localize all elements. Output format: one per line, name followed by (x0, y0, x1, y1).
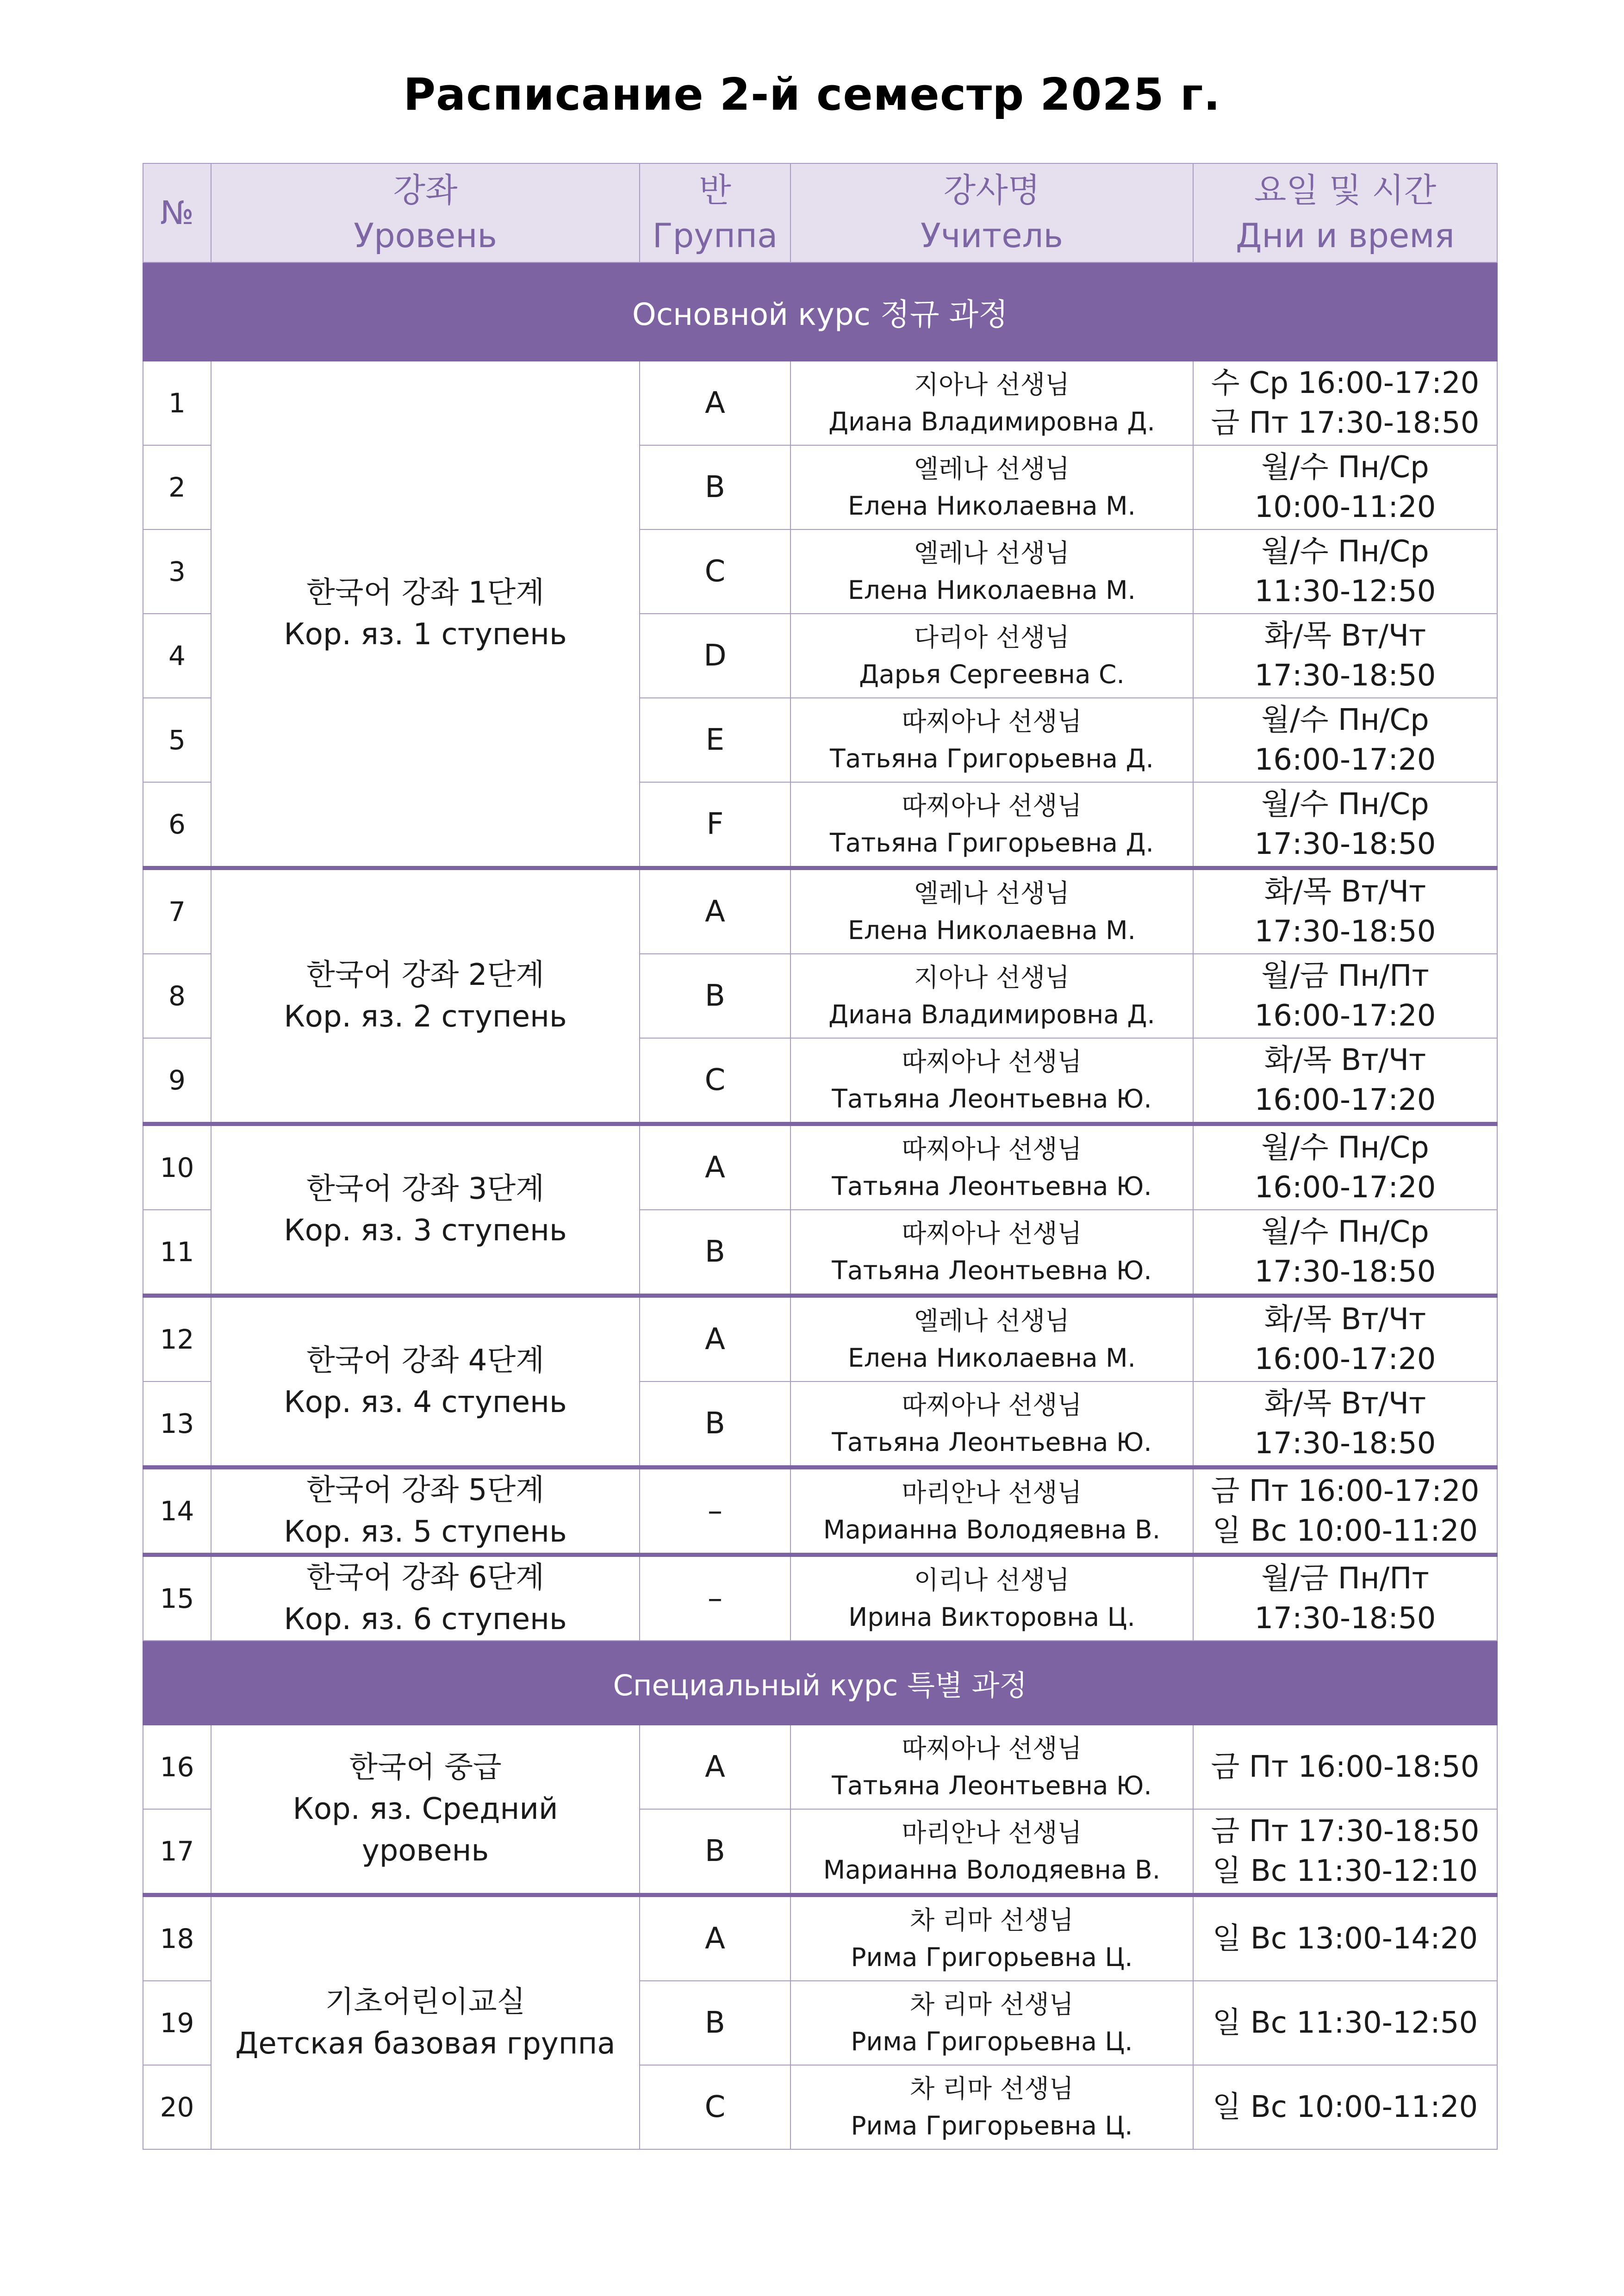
time-line-1: 금 Пт 16:00-18:50 (1211, 1750, 1480, 1784)
header-level-ko: 강좌 (393, 171, 458, 210)
teacher-ru: Татьяна Леонтьевна Ю. (832, 1171, 1152, 1201)
teacher-ru: Диана Владимировна Д. (828, 1000, 1155, 1029)
time-line-1: 월/수 Пн/Ср (1261, 703, 1429, 737)
group-cell: A (640, 1725, 790, 1809)
group-cell: A (640, 1895, 790, 1981)
teacher-ru: Татьяна Леонтьевна Ю. (832, 1256, 1152, 1285)
row-number: 2 (143, 445, 211, 529)
level-ko: 한국어 중급 (349, 1750, 502, 1785)
time-cell (1193, 1296, 1497, 1382)
header-number: № (143, 163, 211, 262)
time-line-1: 일 Вс 10:00-11:20 (1212, 2090, 1478, 2124)
header-level (211, 163, 640, 262)
time-cell (1193, 1555, 1497, 1641)
time-cell (1193, 868, 1497, 954)
level-ru: Кор. яз. 5 ступень (284, 1515, 567, 1549)
teacher-ru: Татьяна Леонтьевна Ю. (832, 1427, 1152, 1457)
teacher-ru: Татьяна Леонтьевна Ю. (832, 1771, 1152, 1800)
time-cell (1193, 1381, 1497, 1468)
teacher-ko: 따찌아나 선생님 (902, 707, 1082, 736)
level-cell (211, 361, 640, 868)
time-line-2: 16:00-17:20 (1254, 999, 1436, 1033)
level-cell (211, 1555, 640, 1641)
time-line-1: 월/수 Пн/Ср (1261, 1215, 1429, 1249)
teacher-cell (790, 1381, 1193, 1468)
teacher-ru: Татьяна Леонтьевна Ю. (832, 1084, 1152, 1114)
time-line-2: 16:00-17:20 (1254, 1083, 1436, 1117)
teacher-ko: 따찌아나 선생님 (902, 1134, 1082, 1164)
time-line-2: 16:00-17:20 (1254, 1342, 1436, 1376)
teacher-ko: 차 리마 선생님 (910, 2074, 1074, 2103)
time-cell (1193, 1895, 1497, 1981)
time-line-2: 일 Вс 11:30-12:10 (1212, 1854, 1478, 1888)
group-cell: – (640, 1468, 790, 1555)
table-row (143, 1296, 1497, 1382)
time-line-1: 월/금 Пн/Пт (1261, 959, 1429, 993)
time-line-1: 월/수 Пн/Ср (1261, 787, 1429, 821)
group-cell: E (640, 698, 790, 782)
table-header-row (143, 163, 1497, 262)
group-cell: D (640, 614, 790, 698)
header-time (1193, 163, 1497, 262)
time-line-2: 17:30-18:50 (1254, 827, 1436, 861)
level-ko: 한국어 강좌 1단계 (306, 576, 545, 610)
teacher-cell (790, 1725, 1193, 1809)
teacher-cell (790, 698, 1193, 782)
header-level-ru: Уровень (354, 216, 497, 255)
teacher-cell (790, 361, 1193, 445)
group-cell: – (640, 1555, 790, 1641)
group-cell: A (640, 1124, 790, 1210)
group-cell: B (640, 1981, 790, 2065)
teacher-ru: Елена Николаевна М. (847, 491, 1136, 521)
header-group-ru: Группа (652, 216, 778, 255)
time-cell (1193, 1468, 1497, 1555)
table-row (143, 1555, 1497, 1641)
header-time-ru: Дни и время (1236, 216, 1455, 255)
time-line-1: 화/목 Вт/Чт (1264, 1302, 1426, 1337)
teacher-cell (790, 445, 1193, 529)
group-cell: C (640, 2065, 790, 2149)
level-cell (211, 1124, 640, 1296)
header-teacher-ru: Учитель (921, 216, 1063, 255)
time-line-2: 16:00-17:20 (1254, 743, 1436, 777)
time-line-1: 월/수 Пн/Ср (1261, 1131, 1429, 1165)
row-number: 6 (143, 782, 211, 868)
teacher-cell (790, 1038, 1193, 1124)
group-cell: B (640, 1210, 790, 1296)
group-cell: A (640, 1296, 790, 1382)
level-ru: Кор. яз. 1 ступень (284, 617, 567, 652)
time-cell (1193, 361, 1497, 445)
header-teacher (790, 163, 1193, 262)
group-cell: B (640, 1809, 790, 1895)
time-cell (1193, 614, 1497, 698)
level-ru: Кор. яз. Средний (292, 1792, 558, 1826)
time-cell (1193, 2065, 1497, 2149)
time-cell (1193, 1981, 1497, 2065)
time-line-1: 금 Пт 17:30-18:50 (1211, 1814, 1480, 1848)
teacher-cell (790, 1210, 1193, 1296)
group-cell: F (640, 782, 790, 868)
time-line-2: 16:00-17:20 (1254, 1170, 1436, 1205)
time-line-1: 화/목 Вт/Чт (1264, 1387, 1426, 1421)
section-row-special (143, 1641, 1497, 1725)
time-line-2: 금 Пт 17:30-18:50 (1211, 406, 1480, 440)
row-number: 3 (143, 529, 211, 614)
teacher-cell (790, 1296, 1193, 1382)
table-row (143, 361, 1497, 445)
time-cell (1193, 698, 1497, 782)
time-line-1: 일 Вс 11:30-12:50 (1212, 2006, 1478, 2040)
table-row (143, 868, 1497, 954)
level-ko: 한국어 강좌 5단계 (306, 1473, 545, 1507)
teacher-ru: Рима Григорьевна Ц. (851, 2111, 1133, 2140)
group-cell: B (640, 1381, 790, 1468)
teacher-ru: Елена Николаевна М. (847, 575, 1136, 605)
time-line-1: 화/목 Вт/Чт (1264, 1043, 1426, 1077)
time-line-2: 17:30-18:50 (1254, 1255, 1436, 1289)
group-cell: C (640, 1038, 790, 1124)
time-line-2: 일 Вс 10:00-11:20 (1212, 1514, 1478, 1548)
section-row-main (143, 262, 1497, 361)
time-cell (1193, 529, 1497, 614)
time-line-1: 수 Ср 16:00-17:20 (1211, 366, 1480, 400)
row-number: 16 (143, 1725, 211, 1809)
level-ru: Кор. яз. 2 ступень (284, 1000, 567, 1034)
row-number: 17 (143, 1809, 211, 1895)
teacher-ko: 엘레나 선생님 (914, 538, 1070, 568)
row-number: 8 (143, 954, 211, 1038)
time-cell (1193, 782, 1497, 868)
row-number: 11 (143, 1210, 211, 1296)
group-cell: C (640, 529, 790, 614)
row-number: 5 (143, 698, 211, 782)
header-time-ko: 요일 및 시간 (1254, 171, 1437, 210)
teacher-cell (790, 1895, 1193, 1981)
teacher-ru: Татьяна Григорьевна Д. (830, 828, 1154, 858)
teacher-cell (790, 954, 1193, 1038)
level-cell (211, 1296, 640, 1468)
teacher-cell (790, 782, 1193, 868)
level-cell (211, 1725, 640, 1895)
section-title-special: Специальный курс 특별 과정 (143, 1641, 1497, 1725)
table-row (143, 1725, 1497, 1809)
row-number: 10 (143, 1124, 211, 1210)
level-ko: 한국어 강좌 3단계 (306, 1172, 545, 1206)
row-number: 13 (143, 1381, 211, 1468)
time-cell (1193, 1210, 1497, 1296)
row-number: 18 (143, 1895, 211, 1981)
time-cell (1193, 1809, 1497, 1895)
time-line-2: 17:30-18:50 (1254, 1426, 1436, 1461)
teacher-ru: Рима Григорьевна Ц. (851, 1942, 1133, 1972)
row-number: 14 (143, 1468, 211, 1555)
table-row (143, 1468, 1497, 1555)
level-ru: Детская базовая группа (235, 2027, 616, 2061)
level-ko: 한국어 강좌 2단계 (306, 958, 545, 992)
time-cell (1193, 954, 1497, 1038)
level-ru: Кор. яз. 6 ступень (284, 1602, 567, 1636)
time-cell (1193, 1124, 1497, 1210)
level-cell (211, 1468, 640, 1555)
time-line-1: 화/목 Вт/Чт (1264, 875, 1426, 909)
teacher-ko: 이리나 선생님 (914, 1565, 1070, 1595)
teacher-ko: 마리안나 선생님 (902, 1818, 1082, 1848)
teacher-ru: Татьяна Григорьевна Д. (830, 744, 1154, 773)
time-line-1: 일 Вс 13:00-14:20 (1212, 1922, 1478, 1956)
time-cell (1193, 1725, 1497, 1809)
teacher-cell (790, 529, 1193, 614)
group-cell: B (640, 954, 790, 1038)
table-row (143, 1895, 1497, 1981)
teacher-ko: 따찌아나 선생님 (902, 1734, 1082, 1763)
teacher-ko: 차 리마 선생님 (910, 1990, 1074, 2019)
time-line-2: 17:30-18:50 (1254, 915, 1436, 949)
teacher-cell (790, 614, 1193, 698)
teacher-cell (790, 1124, 1193, 1210)
level-ko: 한국어 강좌 4단계 (306, 1344, 545, 1378)
teacher-cell (790, 1809, 1193, 1895)
teacher-ko: 따찌아나 선생님 (902, 1390, 1082, 1420)
header-teacher-ko: 강사명 (943, 171, 1040, 210)
time-line-2: 17:30-18:50 (1254, 1601, 1436, 1636)
row-number: 20 (143, 2065, 211, 2149)
teacher-ko: 따찌아나 선생님 (902, 1219, 1082, 1248)
teacher-ko: 차 리마 선생님 (910, 1905, 1074, 1935)
time-line-1: 월/금 Пн/Пт (1261, 1562, 1429, 1596)
teacher-ru: Елена Николаевна М. (847, 1343, 1136, 1373)
row-number: 1 (143, 361, 211, 445)
row-number: 4 (143, 614, 211, 698)
time-line-2: 17:30-18:50 (1254, 659, 1436, 693)
teacher-ko: 엘레나 선생님 (914, 878, 1070, 908)
time-line-1: 화/목 Вт/Чт (1264, 619, 1426, 653)
time-line-1: 월/수 Пн/Ср (1261, 535, 1429, 569)
row-number: 15 (143, 1555, 211, 1641)
time-line-1: 월/수 Пн/Ср (1261, 450, 1429, 485)
teacher-ru: Марианна Володяевна В. (823, 1855, 1161, 1885)
teacher-ru: Дарья Сергеевна С. (859, 660, 1125, 689)
level-ko: 한국어 강좌 6단계 (306, 1561, 545, 1595)
level-ko: 기초어린이교실 (325, 1985, 526, 2019)
teacher-ko: 엘레나 선생님 (914, 454, 1070, 484)
level-ru: Кор. яз. 4 ступень (284, 1385, 567, 1419)
teacher-ru: Ирина Викторовна Ц. (848, 1602, 1135, 1632)
teacher-ko: 지아나 선생님 (914, 370, 1070, 399)
time-cell (1193, 1038, 1497, 1124)
group-cell: B (640, 445, 790, 529)
row-number: 9 (143, 1038, 211, 1124)
level-cell (211, 868, 640, 1124)
level-ru-2: уровень (361, 1834, 489, 1868)
row-number: 7 (143, 868, 211, 954)
teacher-ko: 지아나 선생님 (914, 963, 1070, 992)
page-title: Расписание 2-й семестр 2025 г. (403, 69, 1221, 120)
level-cell (211, 1895, 640, 2150)
teacher-ko: 따찌아나 선생님 (902, 1047, 1082, 1076)
teacher-cell (790, 2065, 1193, 2149)
teacher-cell (790, 1555, 1193, 1641)
teacher-cell (790, 868, 1193, 954)
teacher-ko: 마리안나 선생님 (902, 1478, 1082, 1507)
time-line-1: 금 Пт 16:00-17:20 (1211, 1474, 1480, 1508)
row-number: 19 (143, 1981, 211, 2065)
group-cell: A (640, 361, 790, 445)
teacher-cell (790, 1468, 1193, 1555)
row-number: 12 (143, 1296, 211, 1382)
level-ru: Кор. яз. 3 ступень (284, 1213, 567, 1248)
teacher-ru: Елена Николаевна М. (847, 915, 1136, 945)
teacher-ru: Диана Владимировна Д. (828, 407, 1155, 436)
teacher-ko: 다리아 선생님 (914, 622, 1070, 652)
teacher-ru: Рима Григорьевна Ц. (851, 2027, 1133, 2056)
header-group-ko: 반 (699, 171, 731, 210)
table-row (143, 1124, 1497, 1210)
time-line-2: 11:30-12:50 (1254, 574, 1436, 609)
group-cell: A (640, 868, 790, 954)
teacher-ko: 따찌아나 선생님 (902, 791, 1082, 821)
schedule-table (143, 163, 1498, 2150)
section-title-main: Основной курс 정규 과정 (143, 262, 1497, 361)
time-line-2: 10:00-11:20 (1254, 490, 1436, 524)
teacher-ru: Марианна Володяевна В. (823, 1515, 1161, 1544)
header-group (640, 163, 790, 262)
teacher-cell (790, 1981, 1193, 2065)
teacher-ko: 엘레나 선생님 (914, 1306, 1070, 1336)
time-cell (1193, 445, 1497, 529)
